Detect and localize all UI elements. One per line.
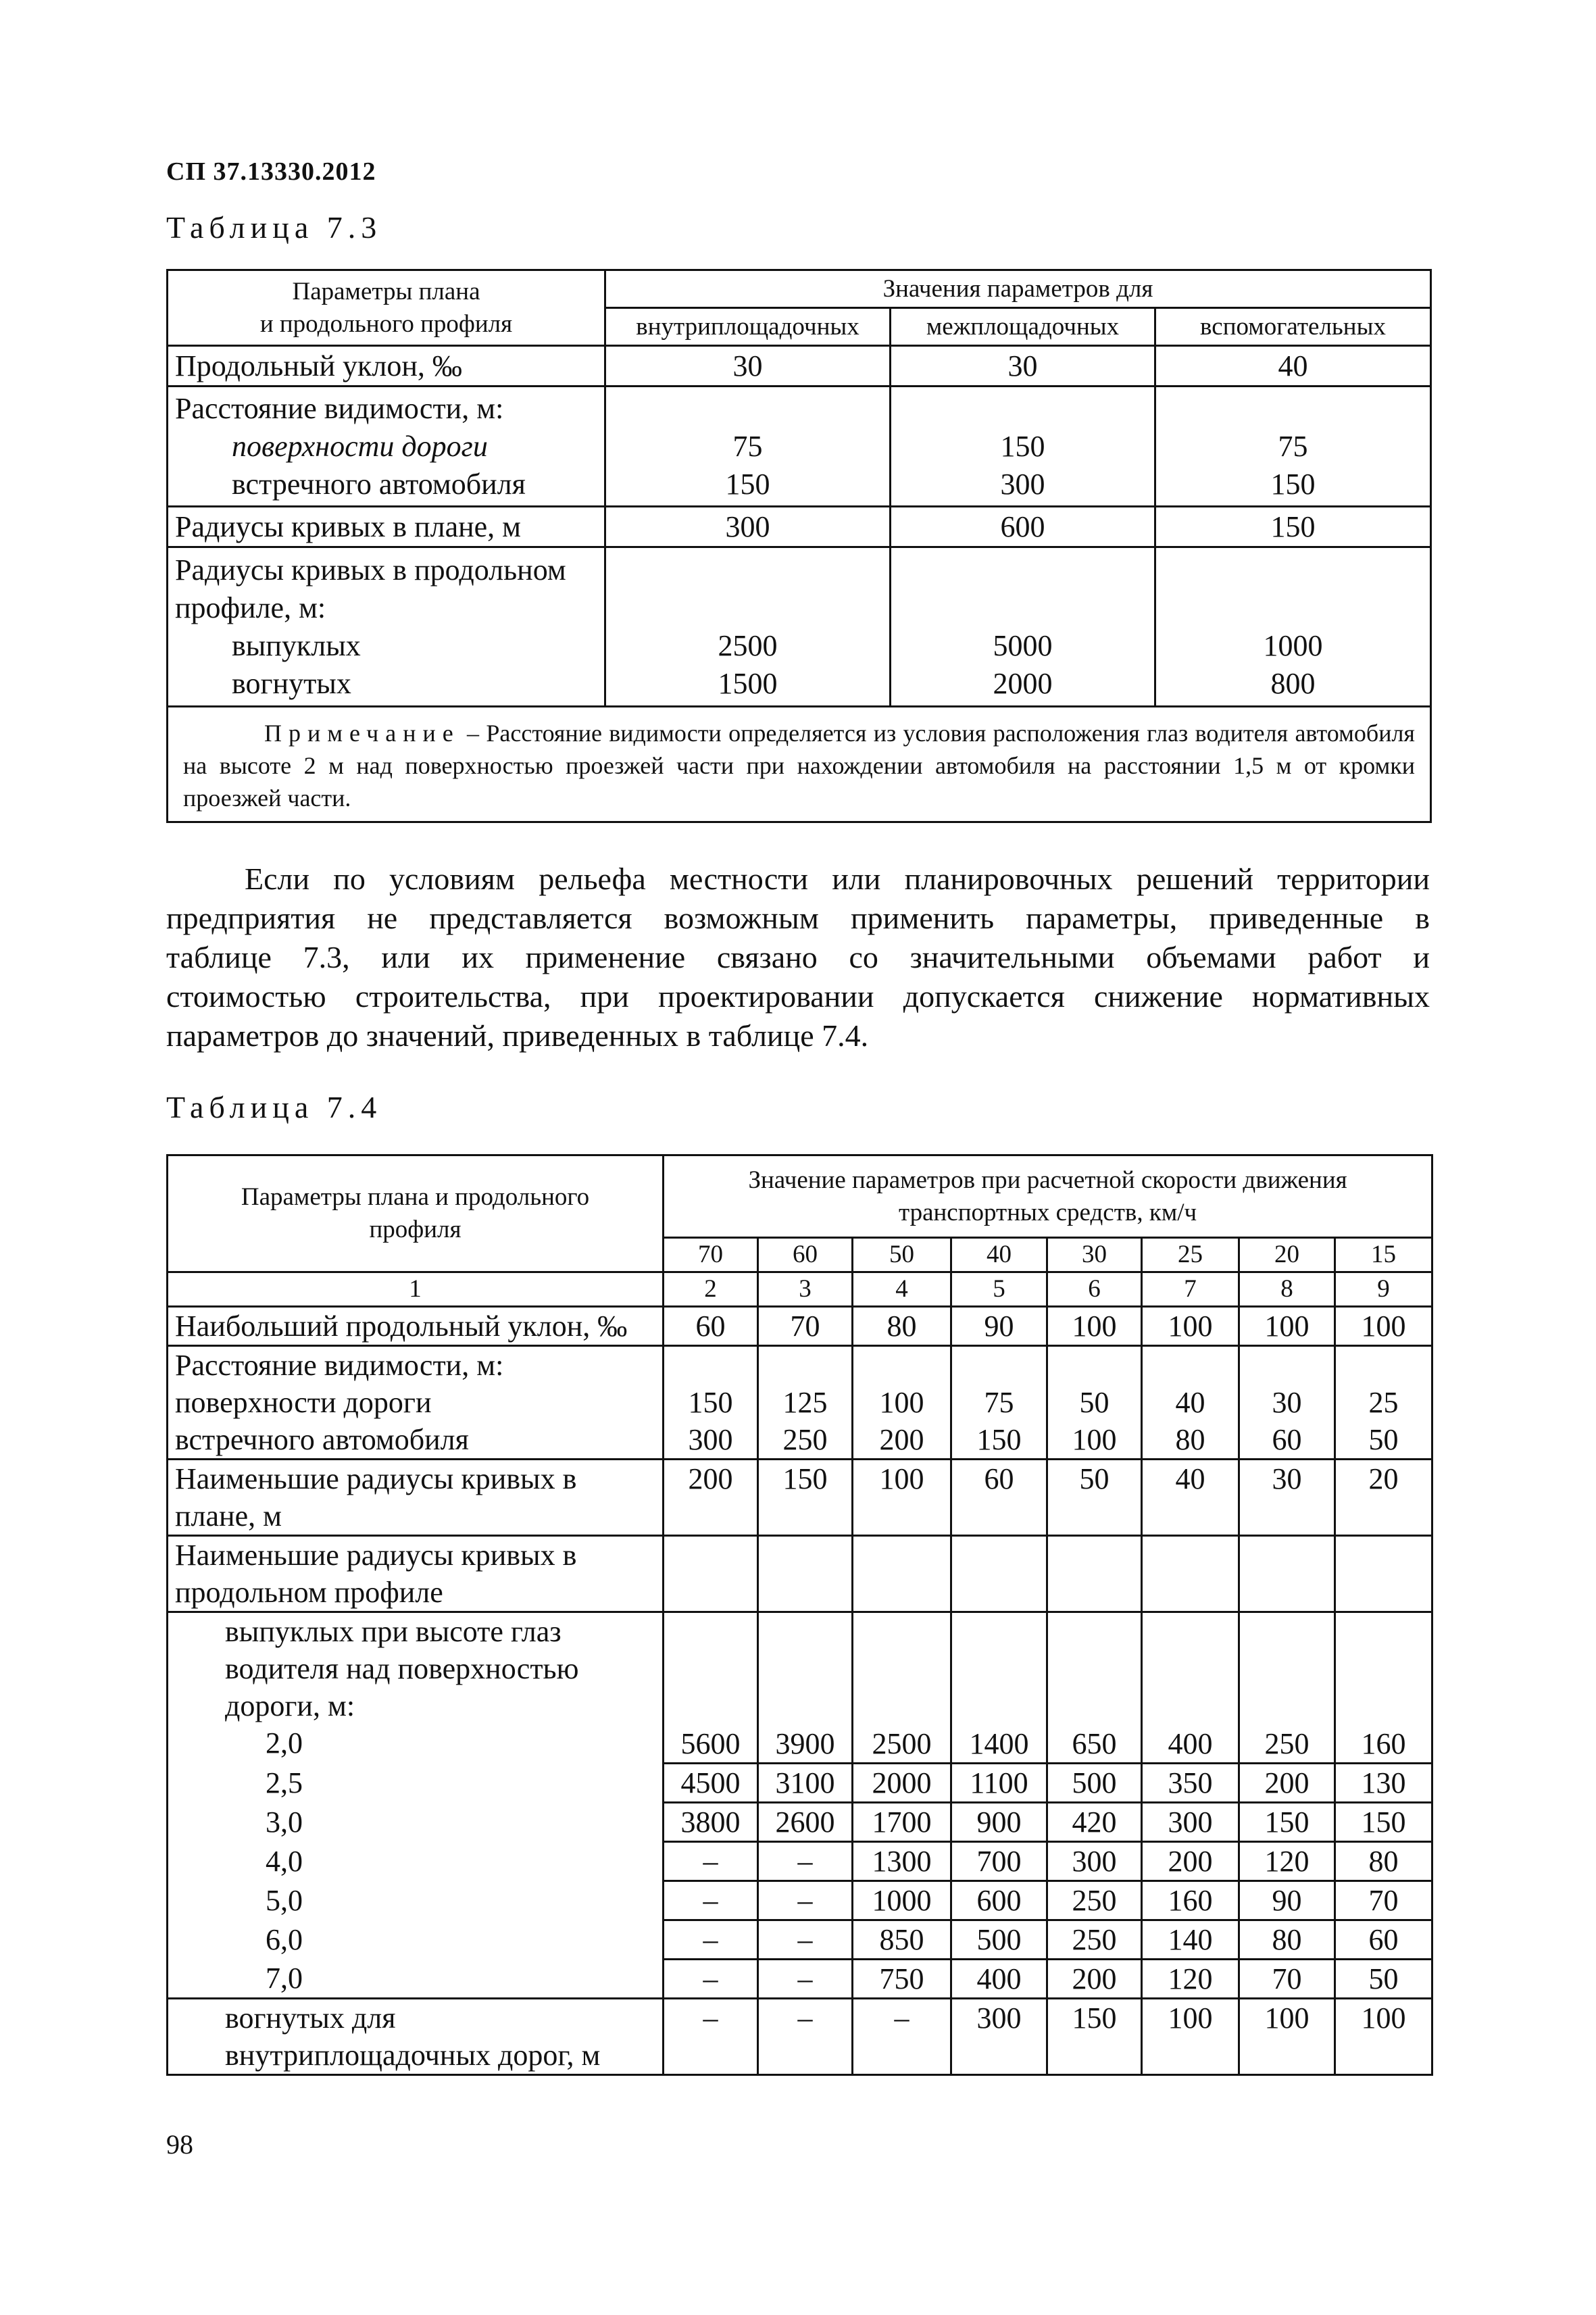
table-cell: 160	[1142, 1881, 1239, 1920]
table-cell	[951, 1536, 1047, 1612]
table-cell: 140	[1142, 1920, 1239, 1960]
t74-convex-label: выпуклых при высоте глаз водителя над поверхностью дороги, м: 2,0	[168, 1612, 664, 1764]
table-7-3	[166, 269, 1432, 823]
t74-plan-radius-label: Наименьшие радиусы кривых в плане, м	[168, 1460, 664, 1536]
table-cell: 300	[605, 507, 891, 547]
body-paragraph: Если по условиям рельефа местности или планировочных решений территории предприятия не представляется возможным применить параметры, приведенные в таблице 7.3, или их применение связано со значительными объемами работ и стоимостью строительства, при проектировании допускается снижение нормативных параметров до значений, приведенных в таблице 7.4.	[166, 862, 1430, 1053]
table-cell: 750	[853, 1960, 951, 1999]
table-cell: 100	[1239, 1307, 1335, 1346]
table-cell: 150 300	[891, 387, 1155, 507]
table-cell: 1000	[853, 1881, 951, 1920]
t74-colnum: 9	[1335, 1272, 1432, 1307]
t74-speed: 30	[1047, 1238, 1142, 1272]
t74-height-label: 4,0	[168, 1842, 664, 1881]
table-cell: 80	[1239, 1920, 1335, 1960]
t74-head-values: Значение параметров при расчетной скорости движения транспортных средств, км/ч	[664, 1155, 1432, 1238]
t74-colnum: 1	[168, 1272, 664, 1307]
table-cell: –	[758, 1881, 853, 1920]
table-cell: 50 100	[1047, 1346, 1142, 1460]
table-cell: 300	[1142, 1803, 1239, 1842]
t74-colnum: 4	[853, 1272, 951, 1307]
table-cell: 25 50	[1335, 1346, 1432, 1460]
table-cell: –	[664, 1920, 758, 1960]
table-cell: 350	[1142, 1764, 1239, 1803]
t74-slope-label: Наибольший продольный уклон, ‰	[168, 1307, 664, 1346]
table-cell	[664, 1536, 758, 1612]
table-cell: 75 150	[605, 387, 891, 507]
table-cell: 300	[951, 1999, 1047, 2075]
t73-slope-label: Продольный уклон, ‰	[168, 346, 605, 387]
document-code: СП 37.13330.2012	[166, 157, 376, 186]
table-cell: 2500 1500	[605, 547, 891, 707]
table-cell: 250	[1047, 1881, 1142, 1920]
table-cell: 75 150	[951, 1346, 1047, 1460]
table-cell: 250	[1239, 1612, 1335, 1764]
table-cell: –	[664, 1881, 758, 1920]
t73-plan-radius-label: Радиусы кривых в плане, м	[168, 507, 605, 547]
table-cell: 40	[1155, 346, 1431, 387]
table-cell: 75 150	[1155, 387, 1431, 507]
table-cell: 500	[1047, 1764, 1142, 1803]
table-cell: 420	[1047, 1803, 1142, 1842]
t74-speed: 20	[1239, 1238, 1335, 1272]
table-cell: 100	[1142, 1999, 1239, 2075]
table-cell: 100	[1047, 1307, 1142, 1346]
table-cell: 200	[1142, 1842, 1239, 1881]
table-cell: 3100	[758, 1764, 853, 1803]
t74-height-label: 6,0	[168, 1920, 664, 1960]
table-cell: 30 60	[1239, 1346, 1335, 1460]
table-cell: 400	[1142, 1612, 1239, 1764]
t74-colnum: 7	[1142, 1272, 1239, 1307]
t74-speed: 15	[1335, 1238, 1432, 1272]
t74-height-label: 3,0	[168, 1803, 664, 1842]
table-cell: 150	[1047, 1999, 1142, 2075]
table-cell: 100	[1335, 1999, 1432, 2075]
t73-note	[168, 707, 1431, 822]
table-cell: 80	[1335, 1842, 1432, 1881]
table-cell: –	[664, 1999, 758, 2075]
table-cell	[1047, 1536, 1142, 1612]
table-cell: 160	[1335, 1612, 1432, 1764]
table-cell: 100 200	[853, 1346, 951, 1460]
table-cell: 100	[853, 1460, 951, 1536]
table-cell: 200	[664, 1460, 758, 1536]
table-cell: 70	[1239, 1960, 1335, 1999]
table-cell	[1142, 1536, 1239, 1612]
t74-colnum: 3	[758, 1272, 853, 1307]
table-7-4	[166, 1154, 1433, 2076]
table-cell: 250	[1047, 1920, 1142, 1960]
t74-speed: 60	[758, 1238, 853, 1272]
table-cell: 60	[951, 1460, 1047, 1536]
table-cell: –	[664, 1842, 758, 1881]
table-cell	[1335, 1536, 1432, 1612]
table-cell: 30	[891, 346, 1155, 387]
table-cell: 100	[1142, 1307, 1239, 1346]
t73-head-param: Параметры плана и продольного профиля	[168, 270, 605, 346]
t74-speed: 40	[951, 1238, 1047, 1272]
table-cell: 300	[1047, 1842, 1142, 1881]
table-cell: 30	[1239, 1460, 1335, 1536]
table-cell: 40	[1142, 1460, 1239, 1536]
table-cell: 500	[951, 1920, 1047, 1960]
t74-speed: 25	[1142, 1238, 1239, 1272]
table-cell: 2000	[853, 1764, 951, 1803]
t74-colnum: 2	[664, 1272, 758, 1307]
table-cell: 150	[1155, 507, 1431, 547]
table-cell: 100	[1335, 1307, 1432, 1346]
table-cell: 200	[1239, 1764, 1335, 1803]
table-cell: 125 250	[758, 1346, 853, 1460]
t74-visibility-label: Расстояние видимости, м: поверхности дороги встречного автомобиля	[168, 1346, 664, 1460]
table-cell: 50	[1335, 1960, 1432, 1999]
table-cell: 70	[758, 1307, 853, 1346]
table-cell	[853, 1536, 951, 1612]
t73-note-text: – Расстояние видимости определяется из условия расположения глаз водителя автомобиля на высоте 2 м над поверхностью проезжей части при нахождении автомобиля на расстоянии 1,5 м от кромки проезжей части.	[183, 720, 1415, 812]
table-cell: 150	[1335, 1803, 1432, 1842]
table-cell: 90	[951, 1307, 1047, 1346]
table-cell: 40 80	[1142, 1346, 1239, 1460]
table-cell: 100	[1239, 1999, 1335, 2075]
table-cell: 4500	[664, 1764, 758, 1803]
table-cell: 700	[951, 1842, 1047, 1881]
table-cell: –	[664, 1960, 758, 1999]
t74-height-label: 5,0	[168, 1881, 664, 1920]
table-cell: 600	[951, 1881, 1047, 1920]
table-cell: 1100	[951, 1764, 1047, 1803]
t74-concave-label: вогнутых для внутриплощадочных дорог, м	[168, 1999, 664, 2075]
table-cell: 60	[1335, 1920, 1432, 1960]
t74-height-label: 2,5	[168, 1764, 664, 1803]
table-cell	[758, 1536, 853, 1612]
t74-profile-radius-label: Наименьшие радиусы кривых в продольном профиле	[168, 1536, 664, 1612]
t73-col-inter: межплощадочных	[891, 308, 1155, 346]
table-cell: 850	[853, 1920, 951, 1960]
t73-note-title: Примечание	[264, 720, 460, 747]
table-cell	[1239, 1536, 1335, 1612]
table-cell: 1300	[853, 1842, 951, 1881]
table-cell: 200	[1047, 1960, 1142, 1999]
table-cell: 5600	[664, 1612, 758, 1764]
table-cell: 80	[853, 1307, 951, 1346]
page-number: 98	[166, 2129, 193, 2160]
table-cell: 600	[891, 507, 1155, 547]
t73-head-values: Значения параметров для	[605, 270, 1431, 308]
t74-speed: 50	[853, 1238, 951, 1272]
table-7-3-caption: Таблица 7.3	[166, 210, 382, 245]
t74-height-label: 7,0	[168, 1960, 664, 1999]
table-cell: 70	[1335, 1881, 1432, 1920]
t74-head-param: Параметры плана и продольного профиля	[168, 1155, 664, 1272]
table-cell: 1700	[853, 1803, 951, 1842]
table-cell: 150 300	[664, 1346, 758, 1460]
t73-col-inner: внутриплощадочных	[605, 308, 891, 346]
t74-colnum: 5	[951, 1272, 1047, 1307]
t74-speed: 70	[664, 1238, 758, 1272]
table-cell: 50	[1047, 1460, 1142, 1536]
t73-profile-radius-label: Радиусы кривых в продольном профиле, м: выпуклых вогнутых	[168, 547, 605, 707]
table-cell: 400	[951, 1960, 1047, 1999]
table-cell: –	[758, 1842, 853, 1881]
table-cell: 150	[758, 1460, 853, 1536]
table-cell: 5000 2000	[891, 547, 1155, 707]
table-cell: 2600	[758, 1803, 853, 1842]
table-cell: –	[758, 1920, 853, 1960]
table-cell: 3800	[664, 1803, 758, 1842]
table-cell: 120	[1142, 1960, 1239, 1999]
table-cell: 900	[951, 1803, 1047, 1842]
table-cell: 1400	[951, 1612, 1047, 1764]
table-cell: 20	[1335, 1460, 1432, 1536]
table-cell: 130	[1335, 1764, 1432, 1803]
table-cell: 30	[605, 346, 891, 387]
table-cell: –	[758, 1960, 853, 1999]
t74-colnum: 8	[1239, 1272, 1335, 1307]
table-cell: 650	[1047, 1612, 1142, 1764]
table-cell: 1000 800	[1155, 547, 1431, 707]
table-cell: –	[853, 1999, 951, 2075]
table-cell: 60	[664, 1307, 758, 1346]
table-7-4-caption: Таблица 7.4	[166, 1090, 382, 1124]
t73-col-aux: вспомогательных	[1155, 308, 1431, 346]
table-cell: 3900	[758, 1612, 853, 1764]
table-cell: 150	[1239, 1803, 1335, 1842]
table-cell: –	[758, 1999, 853, 2075]
t74-colnum: 6	[1047, 1272, 1142, 1307]
table-cell: 120	[1239, 1842, 1335, 1881]
t73-visibility-label: Расстояние видимости, м: поверхности дороги встречного автомобиля	[168, 387, 605, 507]
table-cell: 2500	[853, 1612, 951, 1764]
table-cell: 90	[1239, 1881, 1335, 1920]
